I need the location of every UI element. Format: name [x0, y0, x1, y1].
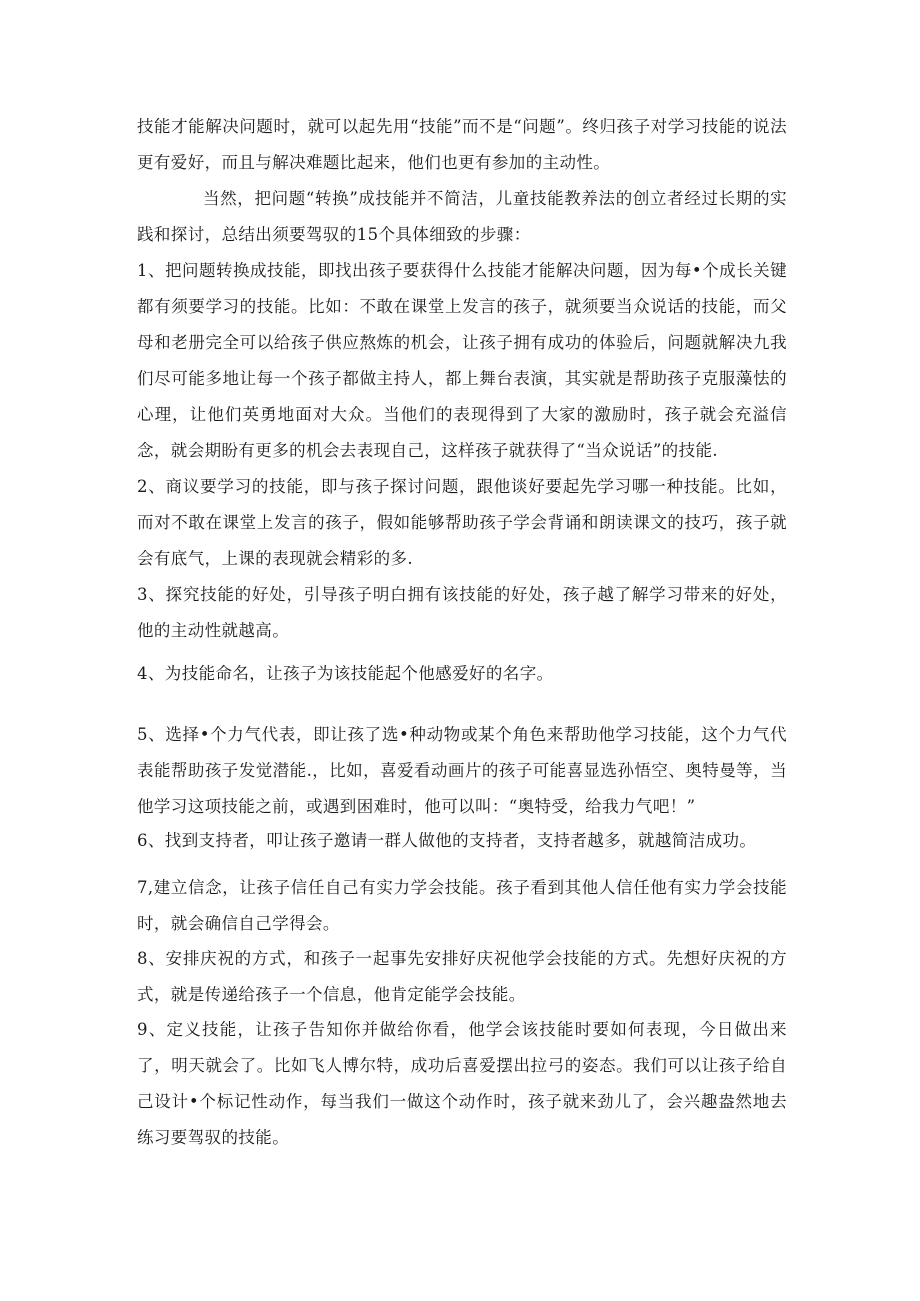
paragraph-step-7: 7,建立信念，让孩子信任自己有实力学会技能。孩子看到其他人信任他有实力学会技能时，就会确信自己学得会。: [137, 878, 787, 933]
paragraph-steps-intro: 当然，把问题“转换”成技能并不简洁，儿童技能教养法的创立者经过长期的实践和探讨，总结出须要驾驭的15个具体细致的步骤：: [137, 189, 787, 244]
paragraph-intro: 技能才能解决问题时，就可以起先用“技能”而不是“问题”。终归孩子对学习技能的说法更有爱好，而且与解决难题比起来，他们也更有参加的主动性。: [137, 117, 787, 172]
paragraph-step-4: 4、为技能命名，让孩子为该技能起个他感爱好的名字。: [137, 664, 554, 683]
paragraph-step-3: 3、探究技能的好处，引导孩子明白拥有该技能的好处，孩子越了解学习带来的好处，他的主动性就越高。: [137, 585, 787, 640]
paragraph-step-2: 2、商议要学习的技能，即与孩子探讨问题，跟他谈好要起先学习哪一种技能。比如，而对不敢在课堂上发言的孩子，假如能够帮助孩子学会背诵和朗读课文的技巧，孩子就会有底气，上课的表现就会精彩的多.: [137, 477, 787, 568]
paragraph-step-5: 5、选择•个力气代表，即让孩了选•种动物或某个角色来帮助他学习技能，这个力气代表能帮助孩子发觉潜能.，比如，喜爱看动画片的孩子可能喜显选孙悟空、奥特曼等，当他学习这项技能之前，或遇到困难时，他可以叫：“奥特受，给我力气吧！”: [137, 725, 787, 816]
paragraph-step-9: 9、定义技能，让孩子告知你并做给你看，他学会该技能时要如何表现，今日做出来了，明天就会了。比如飞人博尔特，成功后喜爱摆出拉弓的姿态。我们可以让孩子给自己设计•个标记性动作，每当我们一做这个动作时，孩子就来劲儿了，会兴趣盎然地去练习要驾驭的技能。: [137, 1020, 787, 1147]
paragraph-step-6: 6、找到支持者，叩让孩子邀请一群人做他的支持者，支持者越多，就越简洁成功。: [137, 831, 757, 850]
paragraph-step-1: 1、把问题转换成技能，即找出孩子要获得什么技能才能解决问题，因为每•个成长关键都有须要学习的技能。比如：不敢在课堂上发言的孩子，就须要当众说话的技能，而父母和老册完全可以给孩子供应熬炼的机会，让孩子拥有成功的体验后，问题就解决九我们尽可能多地让每一个孩子都做主持人，都上舞台表演，其实就是帮助孩子克服藻怯的心理，让他们英勇地面对大众。当他们的表现得到了大家的激励时，孩子就会充溢信念，就会期盼有更多的机会去表现自己，这样孩子就获得了“当众说话”的技能.: [137, 261, 787, 460]
paragraph-step-8: 8、安排庆祝的方式，和孩子一起事先安排好庆祝他学会技能的方式。先想好庆祝的方式，就是传递给孩子一个信息，他肯定能学会技能。: [137, 949, 787, 1004]
